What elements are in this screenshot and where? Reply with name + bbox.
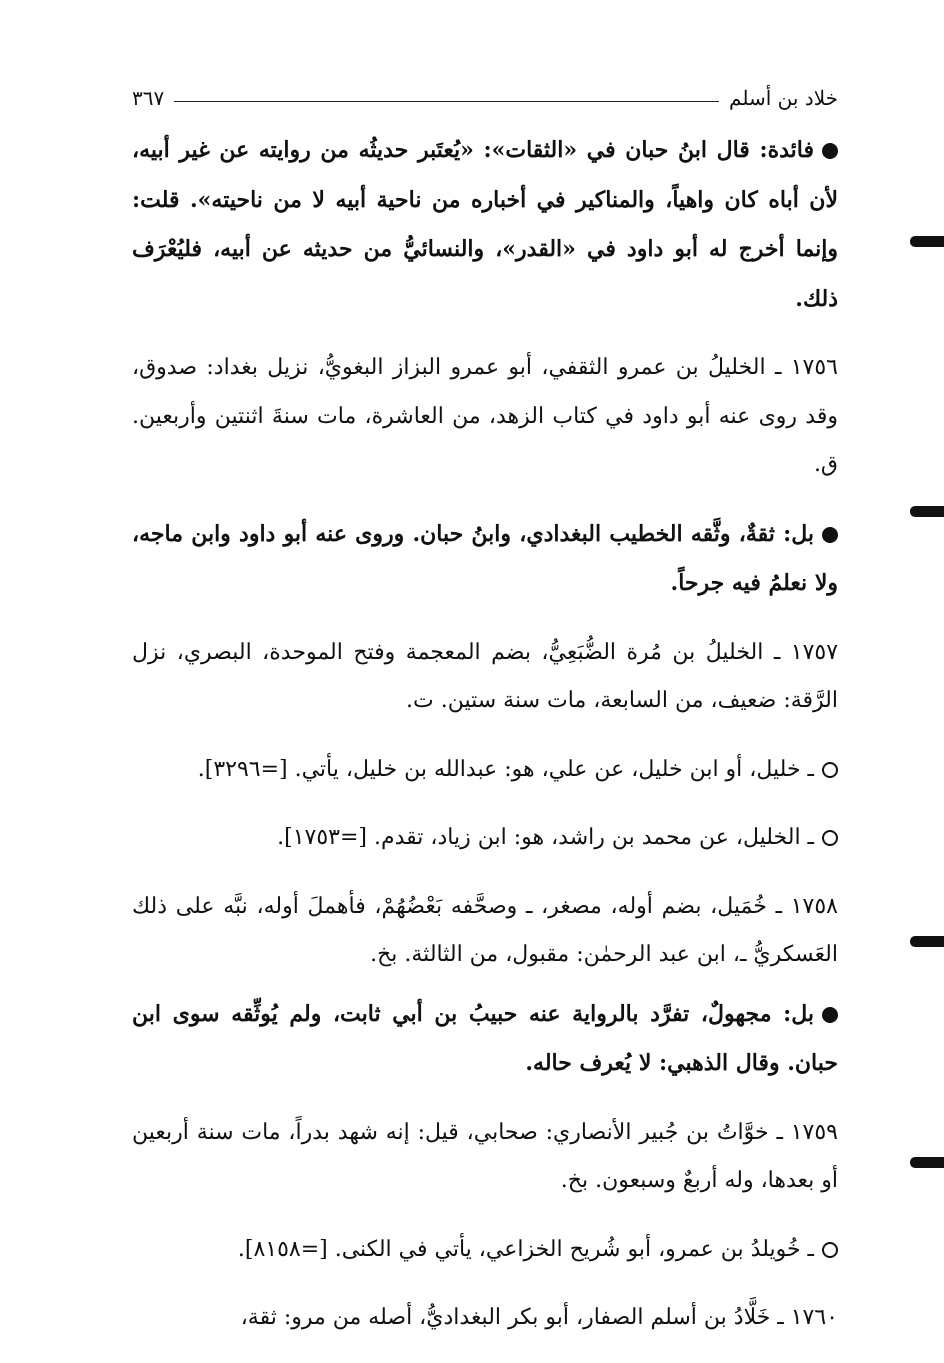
paragraph-text: بل: ثقةٌ، وثَّقه الخطيب البغدادي، وابنُ حبان. وروى عنه أبو داود وابن ماجه، ولا نعلمُ فيه جرحاً.: [132, 520, 838, 596]
bullet-hollow-icon: [822, 830, 838, 846]
page-header: [132, 70, 838, 110]
running-title: خلاد بن أسلم: [729, 86, 838, 110]
paragraph-note: [132, 990, 838, 1089]
paragraph-note: [132, 510, 838, 609]
body-text: [132, 126, 838, 1363]
bullet-filled-icon: [822, 143, 838, 159]
bullet-filled-icon: [822, 527, 838, 543]
bullet-hollow-icon: [822, 1242, 838, 1258]
paragraph-text: ١٧٥٩ ـ خوَّاتُ بن جُبير الأنصاري: صحابي، قيل: إنه شهد بدراً، مات سنة أربعين أو بعدها، وله أربعٌ وسبعون. بخ.: [132, 1119, 838, 1193]
paragraph-text: ١٧٥٧ ـ الخليلُ بن مُرة الضُّبَعِيُّ، بضم المعجمة وفتح الموحدة، البصري، نزل الرَّقة: ضعيف، من السابعة، مات سنة ستين. ت.: [132, 639, 839, 713]
paragraph-note: [132, 126, 838, 324]
paragraph-entry: [132, 883, 838, 980]
header-rule: [174, 101, 719, 102]
page-edge-mark: [910, 936, 944, 947]
paragraph-text: ـ الخليل، عن محمد بن راشد، هو: ابن زياد، تقدم. [=١٧٥٣].: [277, 825, 814, 850]
page-edge-mark: [910, 236, 944, 247]
bullet-filled-icon: [822, 1007, 838, 1023]
paragraph-text: ١٧٥٦ ـ الخليلُ بن عمرو الثقفي، أبو عمرو البزاز البغويُّ، نزيل بغداد: صدوق، وقد روى عنه أبو داود في كتاب الزهد، من العاشرة، مات سنةَ اثنتين وأربعين. ق.: [132, 355, 838, 477]
paragraph-text: ١٧٥٨ ـ خُمَيل، بضم أوله، مصغر، ـ وصحَّفه بَعْضُهُمْ، فأهملَ أوله، نبَّه على ذلك العَسكريُّ ـ، ابن عبد الرحمٰن: مقبول، من الثالثة. بخ.: [132, 893, 838, 967]
paragraph-reference: [132, 814, 838, 863]
page-edge-mark: [910, 1157, 944, 1168]
paragraph-reference: [132, 746, 838, 795]
paragraph-entry: [132, 1109, 838, 1206]
paragraph-text: ١٧٦٠ ـ خَلَّادُ بن أسلم الصفار، أبو بكر البغداديُّ، أصله من مرو: ثقة،: [240, 1305, 838, 1330]
paragraph-text: ـ خُويلدُ بن عمرو، أبو شُريح الخزاعي، يأتي في الكنى. [=٨١٥٨].: [237, 1236, 814, 1262]
paragraph-entry: [132, 344, 838, 490]
paragraph-entry: [132, 1294, 838, 1343]
paragraph-reference: [132, 1226, 838, 1275]
paragraph-text: فائدة: قال ابنُ حبان في «الثقات»: «يُعتَبر حديثُه من روايته عن غير أبيه، لأن أباه كان واهياً، والمناكير في أخباره من ناحية أبيه لا من ناحيته». قلت: وإنما أخرج له أبو داود في «القدر»، والنسائيُّ من حديثه عن أبيه، فليُعْرَف ذلك.: [132, 137, 838, 312]
page-number: ٣٦٧: [132, 86, 165, 110]
paragraph-text: ـ خليل، أو ابن خليل، عن علي، هو: عبدالله بن خليل، يأتي. [=٣٢٩٦].: [197, 756, 814, 782]
bullet-hollow-icon: [822, 762, 838, 778]
paragraph-entry: [132, 629, 838, 726]
page-edge-mark: [910, 506, 944, 517]
paragraph-text: بل: مجهولٌ، تفرَّد بالرواية عنه حبيبُ بن أبي ثابت، ولم يُوثِّقه سوى ابن حبان. وقال الذهبي: لا يُعرف حاله.: [132, 1000, 838, 1076]
